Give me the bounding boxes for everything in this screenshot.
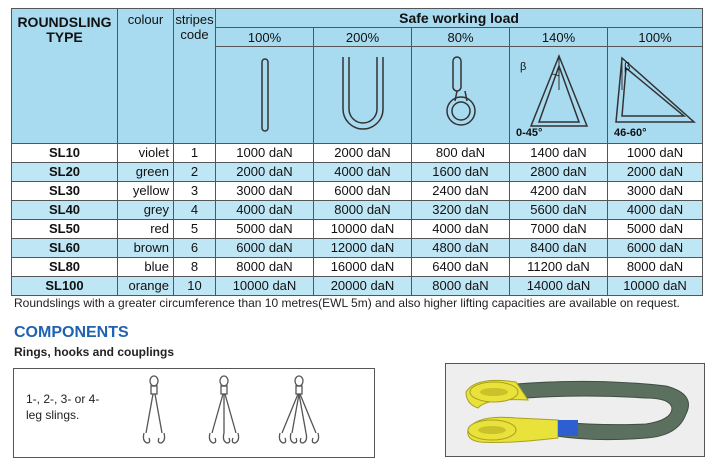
stripes-cell: 2 — [174, 163, 216, 182]
load-cell: 3200 daN — [412, 201, 510, 220]
two-leg-sling-icon — [143, 376, 164, 443]
type-cell: SL10 — [12, 144, 118, 163]
table-row — [12, 144, 703, 163]
load-cell: 6000 daN — [608, 239, 703, 258]
header-type-line1: ROUNDSLING — [17, 14, 112, 30]
colour-cell: violet — [118, 144, 174, 163]
load-cell: 6400 daN — [412, 258, 510, 277]
load-cell: 10000 daN — [216, 277, 314, 296]
colour-cell: grey — [118, 201, 174, 220]
load-cell: 6000 daN — [216, 239, 314, 258]
colour-cell: red — [118, 220, 174, 239]
load-cell: 1600 daN — [412, 163, 510, 182]
table-row — [12, 239, 703, 258]
colour-cell: blue — [118, 258, 174, 277]
type-cell: SL30 — [12, 182, 118, 201]
load-cell: 4000 daN — [216, 201, 314, 220]
load-cell: 16000 daN — [314, 258, 412, 277]
load-cell: 5000 daN — [608, 220, 703, 239]
header-pct-choke: 80% — [412, 28, 510, 47]
type-cell: SL50 — [12, 220, 118, 239]
header-safe-working-load: Safe working load — [216, 9, 703, 28]
load-cell: 4800 daN — [412, 239, 510, 258]
load-cell: 20000 daN — [314, 277, 412, 296]
stripes-cell: 10 — [174, 277, 216, 296]
beta-label-low: β — [520, 61, 527, 73]
angle-range-low: 0-45° — [516, 127, 543, 139]
four-leg-sling-icon — [279, 376, 318, 443]
stripes-cell: 6 — [174, 239, 216, 258]
header-pct-angle-low: 140% — [510, 28, 608, 47]
load-cell: 5000 daN — [216, 220, 314, 239]
load-cell: 6000 daN — [314, 182, 412, 201]
table-row — [12, 182, 703, 201]
header-pct-basket: 200% — [314, 28, 412, 47]
load-cell: 3000 daN — [216, 182, 314, 201]
stripes-cell: 1 — [174, 144, 216, 163]
table-row — [12, 201, 703, 220]
load-cell: 10000 daN — [608, 277, 703, 296]
load-cell: 1000 daN — [608, 144, 703, 163]
leg-text-line2: leg slings. — [26, 408, 80, 422]
basket-lift-icon — [314, 47, 412, 144]
header-stripes-code — [174, 9, 216, 144]
angle-lift-low-icon — [510, 47, 608, 144]
leg-slings-text — [26, 391, 99, 423]
table-row — [12, 163, 703, 182]
load-cell: 2000 daN — [314, 144, 412, 163]
angle-lift-high-icon — [608, 47, 703, 144]
straight-lift-icon — [216, 47, 314, 144]
table-row — [12, 277, 703, 296]
multi-leg-slings-illustration — [124, 375, 364, 451]
sling-rows — [12, 144, 703, 296]
availability-note: Roundslings with a greater circumference than 10 metres(EWL 5m) and also higher lifting capacities are available on request. — [14, 296, 680, 310]
load-cell: 4000 daN — [412, 220, 510, 239]
load-cell: 4200 daN — [510, 182, 608, 201]
load-cell: 3000 daN — [608, 182, 703, 201]
stripes-cell: 4 — [174, 201, 216, 220]
sling-load-table — [11, 8, 703, 296]
beta-label-high: β — [624, 61, 631, 73]
header-colour: colour — [118, 9, 174, 144]
load-cell: 8000 daN — [412, 277, 510, 296]
load-cell: 1000 daN — [216, 144, 314, 163]
header-stripes-line1: stripes — [175, 12, 214, 27]
type-cell: SL80 — [12, 258, 118, 277]
load-cell: 8000 daN — [216, 258, 314, 277]
load-cell: 2000 daN — [216, 163, 314, 182]
three-leg-sling-icon — [209, 376, 238, 443]
type-cell: SL20 — [12, 163, 118, 182]
load-cell: 800 daN — [412, 144, 510, 163]
load-cell: 2800 daN — [510, 163, 608, 182]
roundsling-image — [446, 364, 704, 456]
header-roundsling-type — [12, 9, 118, 144]
load-cell: 8400 daN — [510, 239, 608, 258]
leg-slings-panel — [13, 368, 375, 458]
load-cell: 10000 daN — [314, 220, 412, 239]
load-cell: 2400 daN — [412, 182, 510, 201]
components-title: COMPONENTS — [14, 324, 129, 341]
header-stripes-line2: code — [180, 27, 209, 42]
stripes-cell: 5 — [174, 220, 216, 239]
load-cell: 1400 daN — [510, 144, 608, 163]
table-row — [12, 258, 703, 277]
angle-range-high: 46-60° — [614, 127, 647, 139]
load-cell: 11200 daN — [510, 258, 608, 277]
sling-label-tag — [558, 420, 578, 436]
stripes-cell: 8 — [174, 258, 216, 277]
components-subtitle: Rings, hooks and couplings — [14, 345, 175, 359]
choke-lift-icon — [412, 47, 510, 144]
load-cell: 8000 daN — [608, 258, 703, 277]
header-pct-angle-high: 100% — [608, 28, 703, 47]
load-cell: 4000 daN — [608, 201, 703, 220]
roundsling-photo — [445, 363, 705, 457]
type-cell: SL60 — [12, 239, 118, 258]
colour-cell: brown — [118, 239, 174, 258]
table-row — [12, 220, 703, 239]
colour-cell: green — [118, 163, 174, 182]
load-cell: 7000 daN — [510, 220, 608, 239]
load-cell: 4000 daN — [314, 163, 412, 182]
header-type-line2: TYPE — [46, 29, 83, 45]
load-cell: 5600 daN — [510, 201, 608, 220]
load-cell: 8000 daN — [314, 201, 412, 220]
type-cell: SL100 — [12, 277, 118, 296]
header-pct-straight: 100% — [216, 28, 314, 47]
load-cell: 2000 daN — [608, 163, 703, 182]
load-cell: 12000 daN — [314, 239, 412, 258]
stripes-cell: 3 — [174, 182, 216, 201]
leg-text-line1: 1-, 2-, 3- or 4- — [26, 392, 100, 406]
colour-cell: orange — [118, 277, 174, 296]
colour-cell: yellow — [118, 182, 174, 201]
type-cell: SL40 — [12, 201, 118, 220]
load-cell: 14000 daN — [510, 277, 608, 296]
